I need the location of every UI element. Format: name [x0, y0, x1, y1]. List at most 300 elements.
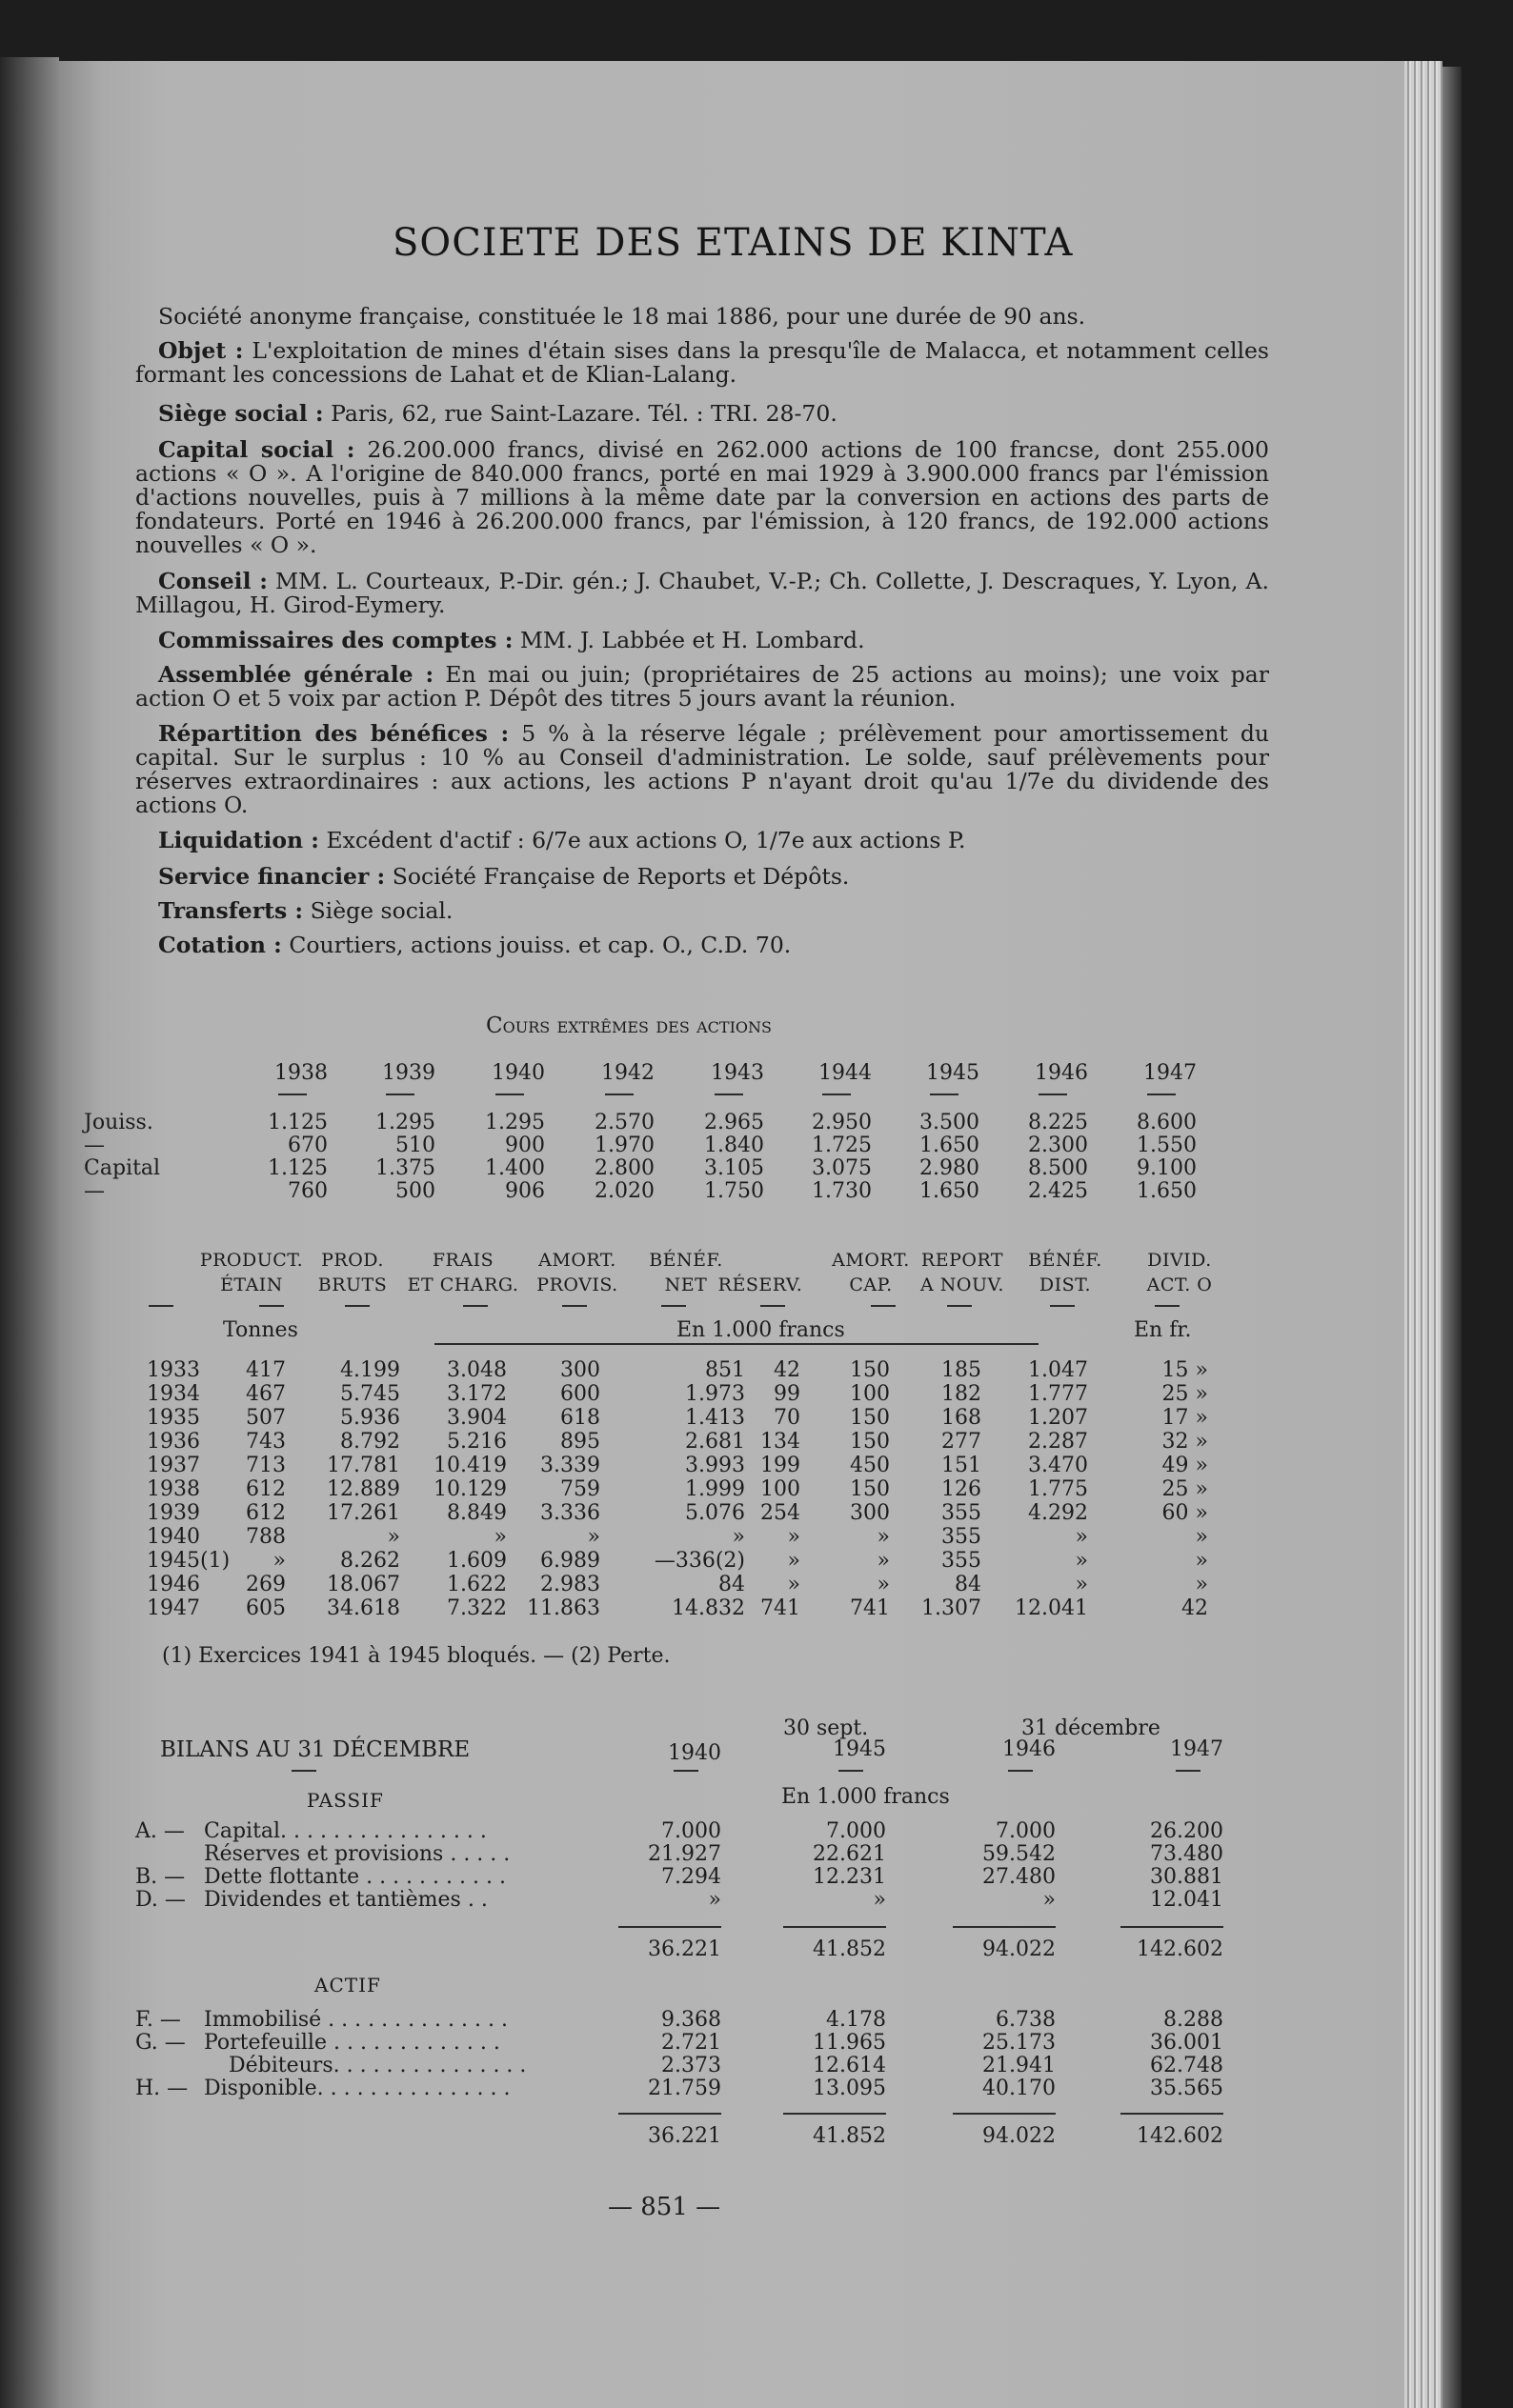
results-cell: 1.973 — [685, 1382, 745, 1406]
actif-cell: 21.759 — [648, 2077, 721, 2100]
results-header-dash — [259, 1305, 284, 1307]
results-cell: » — [1075, 1549, 1088, 1573]
results-cell: 49 » — [1161, 1454, 1208, 1477]
passif-cell: 12.041 — [1150, 1888, 1223, 1912]
results-cell: 42 — [1181, 1596, 1208, 1620]
para-transferts: Transferts : Siège social. — [158, 897, 454, 924]
results-row-year: 1935 — [147, 1406, 200, 1430]
results-cell: 3.339 — [540, 1454, 600, 1477]
results-cell: 5.216 — [447, 1430, 507, 1454]
cours-cell: 1.375 — [375, 1156, 435, 1180]
results-cell: 60 » — [1161, 1501, 1208, 1525]
results-col-header: PRODUCT. — [199, 1250, 304, 1271]
results-cell: 3.172 — [447, 1382, 507, 1406]
cours-cell: 1.840 — [704, 1134, 764, 1157]
cours-cell: 8.600 — [1137, 1111, 1197, 1134]
results-cell: 99 — [774, 1382, 800, 1406]
cours-cell: 1.125 — [268, 1156, 328, 1180]
actif-total: 142.602 — [1137, 2124, 1223, 2148]
results-cell: 126 — [941, 1477, 981, 1501]
results-cell: 185 — [941, 1358, 981, 1382]
actif-sum-rule — [783, 2113, 886, 2115]
results-cell: 12.889 — [327, 1477, 400, 1501]
actif-row-label: Portefeuille . . . . . . . . . . . . . — [204, 2031, 500, 2055]
results-cell: 618 — [560, 1406, 600, 1430]
passif-row-label: Dividendes et tantièmes . . — [204, 1888, 488, 1912]
results-cell: 467 — [246, 1382, 286, 1406]
cours-cell: 1.400 — [485, 1156, 545, 1180]
results-cell: 355 — [941, 1525, 981, 1549]
cours-cell: 1.125 — [268, 1111, 328, 1134]
results-footnote: (1) Exercices 1941 à 1945 bloqués. — (2) Perte. — [162, 1644, 671, 1668]
results-cell: 3.336 — [540, 1501, 600, 1525]
actif-total: 41.852 — [813, 2124, 886, 2148]
actif-cell: 40.170 — [982, 2077, 1056, 2100]
results-cell: » — [877, 1573, 890, 1596]
results-row-year: 1946 — [147, 1573, 200, 1596]
actif-row-letter: G. — — [135, 2031, 186, 2055]
cours-year-dash — [495, 1094, 524, 1095]
actif-cell: 11.965 — [813, 2031, 886, 2055]
actif-total: 94.022 — [982, 2124, 1056, 2148]
results-cell: » — [587, 1525, 600, 1549]
results-cell: 17.781 — [327, 1454, 400, 1477]
actif-cell: 62.748 — [1150, 2054, 1223, 2077]
cours-cell: 2.570 — [595, 1111, 655, 1134]
results-cell: 3.470 — [1028, 1454, 1088, 1477]
actif-label: ACTIF — [314, 1974, 381, 1997]
results-row-year: 1938 — [147, 1477, 200, 1501]
results-col-header: ACT. O — [1146, 1274, 1213, 1295]
passif-row-letter: B. — — [135, 1865, 186, 1889]
cours-year-dash — [605, 1094, 634, 1095]
results-cell: » — [1195, 1525, 1208, 1549]
results-cell: 743 — [246, 1430, 286, 1454]
actif-row-label: Immobilisé . . . . . . . . . . . . . . — [204, 2008, 508, 2032]
results-cell: » — [877, 1525, 890, 1549]
results-col-header: BRUTS — [317, 1274, 388, 1295]
results-cell: 417 — [246, 1358, 286, 1382]
cours-cell: 3.105 — [704, 1156, 764, 1180]
passif-row-label: Réserves et provisions . . . . . — [204, 1842, 511, 1866]
results-header-dash — [760, 1305, 785, 1307]
passif-cell: 7.000 — [996, 1819, 1056, 1843]
results-cell: 4.199 — [340, 1358, 400, 1382]
results-cell: 6.989 — [540, 1549, 600, 1573]
cours-cell: 2.425 — [1028, 1179, 1088, 1203]
cours-cell: 2.300 — [1028, 1134, 1088, 1157]
results-cell: 84 — [955, 1573, 981, 1596]
results-col-header: NET — [664, 1274, 708, 1295]
para-assemblee: Assemblée générale : En mai ou juin; (propriétaires de 25 actions au moins); une voix par action O et 5 voix par action P. Dépôt des titres 5 jours avant la réunion. — [135, 661, 1269, 712]
results-header-dash — [871, 1305, 896, 1307]
results-cell: 1.413 — [685, 1406, 745, 1430]
cours-cell: 760 — [288, 1179, 328, 1203]
results-cell: 612 — [246, 1501, 286, 1525]
para-repartition: Répartition des bénéfices : 5 % à la réserve légale ; prélèvement pour amortissement du capital. Sur le surplus : 10 % au Conseil d'administration. Le solde, sauf prélèvements pour réserves extraordinaires : aux actions, les actions P n'ayant droit qu'au 1/7e du dividende des actions O. — [135, 720, 1269, 818]
passif-sum-rule — [783, 1926, 886, 1928]
results-cell: 134 — [760, 1430, 800, 1454]
results-cell: 2.681 — [685, 1430, 745, 1454]
cours-cell: 900 — [505, 1134, 545, 1157]
results-col-header: BÉNÉF. — [1028, 1250, 1102, 1271]
results-cell: 151 — [941, 1454, 981, 1477]
cours-year-header: 1947 — [1143, 1061, 1197, 1085]
results-cell: 14.832 — [672, 1596, 745, 1620]
para-service: Service financier : Société Française de Reports et Dépôts. — [158, 863, 850, 890]
results-header-dash — [149, 1305, 173, 1307]
passif-cell: » — [708, 1888, 721, 1912]
page-title: SOCIETE DES ETAINS DE KINTA — [393, 221, 1074, 265]
actif-total: 36.221 — [648, 2124, 721, 2148]
cours-year-dash — [930, 1094, 958, 1095]
results-cell: 17.261 — [327, 1501, 400, 1525]
unit-brace-rule — [434, 1343, 1039, 1345]
results-col-header: PROVIS. — [536, 1274, 618, 1295]
cours-cell: 1.295 — [375, 1111, 435, 1134]
bilans-heading-dash — [292, 1770, 316, 1772]
passif-total: 94.022 — [982, 1937, 1056, 1961]
bilans-heading: BILANS AU 31 DÉCEMBRE — [160, 1737, 471, 1762]
passif-cell: 7.000 — [826, 1819, 886, 1843]
results-row-year: 1936 — [147, 1430, 200, 1454]
results-cell: 100 — [850, 1382, 890, 1406]
cours-year-header: 1944 — [818, 1061, 872, 1085]
results-cell: 1.047 — [1028, 1358, 1088, 1382]
passif-row-letter: D. — — [135, 1888, 186, 1912]
bilans-col-dash — [674, 1770, 698, 1772]
cours-year-header: 1938 — [274, 1061, 328, 1085]
results-cell: 3.904 — [447, 1406, 507, 1430]
results-header-dash — [661, 1305, 686, 1307]
actif-row-letter: H. — — [135, 2077, 189, 2100]
results-cell: » — [787, 1549, 800, 1573]
results-cell: 70 — [774, 1406, 800, 1430]
para-conseil: Conseil : MM. L. Courteaux, P.-Dir. gén.; J. Chaubet, V.-P.; Ch. Collette, J. Descraques, Y. Lyon, A. Millagou, H. Girod-Eymery. — [135, 568, 1269, 618]
results-cell: » — [1195, 1549, 1208, 1573]
results-col-header: AMORT. — [832, 1250, 910, 1271]
results-cell: 612 — [246, 1477, 286, 1501]
actif-cell: 21.941 — [982, 2054, 1056, 2077]
actif-row-letter: F. — — [135, 2008, 181, 2032]
results-header-dash — [345, 1305, 370, 1307]
results-cell: 741 — [850, 1596, 890, 1620]
results-header-dash — [947, 1305, 972, 1307]
cours-heading: Cours extrêmes des actions — [486, 1013, 772, 1038]
cours-row-label: — — [84, 1179, 105, 1203]
cours-cell: 510 — [395, 1134, 435, 1157]
cours-cell: 2.020 — [595, 1179, 655, 1203]
results-header-dash — [562, 1305, 587, 1307]
results-col-header: REPORT — [920, 1250, 1004, 1271]
cours-cell: 1.295 — [485, 1111, 545, 1134]
actif-cell: 36.001 — [1150, 2031, 1223, 2055]
cours-cell: 3.075 — [812, 1156, 872, 1180]
cours-cell: 906 — [505, 1179, 545, 1203]
cours-cell: 1.650 — [919, 1179, 979, 1203]
cours-cell: 1.725 — [812, 1134, 872, 1157]
results-cell: 150 — [850, 1358, 890, 1382]
unit-francs: En 1.000 francs — [676, 1318, 845, 1342]
results-cell: » — [1075, 1573, 1088, 1596]
results-cell: 788 — [246, 1525, 286, 1549]
results-col-header: DIVID. — [1147, 1250, 1212, 1271]
results-cell: 7.322 — [447, 1596, 507, 1620]
passif-cell: » — [1042, 1888, 1056, 1912]
actif-cell: 6.738 — [996, 2008, 1056, 2032]
bilans-col-dash — [1008, 1770, 1033, 1772]
results-row-year: 1937 — [147, 1454, 200, 1477]
unit-fr: En fr. — [1134, 1318, 1192, 1342]
cours-cell: 1.650 — [919, 1134, 979, 1157]
results-cell: 150 — [850, 1430, 890, 1454]
cours-year-header: 1939 — [382, 1061, 435, 1085]
book-edge-shadow — [1442, 67, 1462, 2408]
cours-year-header: 1946 — [1035, 1061, 1088, 1085]
actif-cell: 13.095 — [813, 2077, 886, 2100]
results-cell: » — [387, 1525, 400, 1549]
passif-cell: 7.000 — [661, 1819, 721, 1843]
results-cell: 2.983 — [540, 1573, 600, 1596]
actif-sum-rule — [1120, 2113, 1223, 2115]
cours-year-header: 1945 — [926, 1061, 979, 1085]
passif-total: 36.221 — [648, 1937, 721, 1961]
results-header-dash — [463, 1305, 488, 1307]
passif-cell: 26.200 — [1150, 1819, 1223, 1843]
cours-year-dash — [1039, 1094, 1067, 1095]
passif-sum-rule — [618, 1926, 721, 1928]
cours-cell: 1.970 — [595, 1134, 655, 1157]
passif-row-label: Dette flottante . . . . . . . . . . . — [204, 1865, 506, 1889]
results-cell: 34.618 — [327, 1596, 400, 1620]
actif-cell: 35.565 — [1150, 2077, 1223, 2100]
results-cell: 300 — [850, 1501, 890, 1525]
passif-row-label: Capital. . . . . . . . . . . . . . . . — [204, 1819, 487, 1843]
actif-cell: 9.368 — [661, 2008, 721, 2032]
results-cell: 507 — [246, 1406, 286, 1430]
cours-cell: 8.225 — [1028, 1111, 1088, 1134]
results-cell: 150 — [850, 1477, 890, 1501]
results-cell: 5.936 — [340, 1406, 400, 1430]
results-cell: » — [1195, 1573, 1208, 1596]
passif-cell: 21.927 — [648, 1842, 721, 1866]
cours-cell: 8.500 — [1028, 1156, 1088, 1180]
results-cell: 300 — [560, 1358, 600, 1382]
results-cell: 17 » — [1161, 1406, 1208, 1430]
results-cell: » — [732, 1525, 745, 1549]
results-cell: » — [1075, 1525, 1088, 1549]
results-cell: 605 — [246, 1596, 286, 1620]
results-header-dash — [1155, 1305, 1180, 1307]
actif-cell: 8.288 — [1163, 2008, 1223, 2032]
results-cell: 182 — [941, 1382, 981, 1406]
passif-cell: 73.480 — [1150, 1842, 1223, 1866]
cours-cell: 9.100 — [1137, 1156, 1197, 1180]
actif-sum-rule — [953, 2113, 1056, 2115]
results-row-year: 1934 — [147, 1382, 200, 1406]
results-col-header: PROD. — [321, 1250, 384, 1271]
passif-cell: 59.542 — [982, 1842, 1056, 1866]
results-row-year: 1947 — [147, 1596, 200, 1620]
results-header-dash — [1050, 1305, 1075, 1307]
actif-sum-rule — [618, 2113, 721, 2115]
cours-row-label: Jouiss. — [84, 1111, 153, 1134]
results-cell: 355 — [941, 1501, 981, 1525]
results-row-year: 1939 — [147, 1501, 200, 1525]
results-cell: 1.775 — [1028, 1477, 1088, 1501]
results-col-header: A NOUV. — [920, 1274, 1004, 1295]
results-cell: 5.745 — [340, 1382, 400, 1406]
passif-sum-rule — [1120, 1926, 1223, 1928]
para-capital: Capital social : 26.200.000 francs, divisé en 262.000 actions de 100 francse, dont 255.000 actions « O ». A l'origine de 840.000 francs, porté en mai 1929 à 3.900.000 francs par l'émission d'actions nouvelles, puis à 7 millions à la même date par la conversion en actions des parts de fondateurs. Porté en 1946 à 26.200.000 francs, par l'émission, à 120 francs, de 192.000 actions nouvelles « O ». — [135, 436, 1269, 558]
results-cell: 355 — [941, 1549, 981, 1573]
results-cell: 2.287 — [1028, 1430, 1088, 1454]
passif-cell: » — [873, 1888, 886, 1912]
actif-cell: 4.178 — [826, 2008, 886, 2032]
book-spine-shadow — [0, 57, 59, 2408]
passif-cell: 7.294 — [661, 1865, 721, 1889]
results-cell: 168 — [941, 1406, 981, 1430]
cours-row-label: — — [84, 1134, 105, 1157]
results-cell: 1.609 — [447, 1549, 507, 1573]
results-cell: 8.792 — [340, 1430, 400, 1454]
para-objet: Objet : L'exploitation de mines d'étain sises dans la presqu'île de Malacca, et notamment celles formant les concessions de Lahat et de Klian-Lalang. — [135, 337, 1269, 388]
results-cell: 3.048 — [447, 1358, 507, 1382]
actif-cell: 2.373 — [661, 2054, 721, 2077]
para-siege: Siège social : Paris, 62, rue Saint-Lazare. Tél. : TRI. 28-70. — [158, 400, 837, 427]
col-prefix-1946-47: 31 décembre — [1021, 1716, 1160, 1740]
para-societe: Société anonyme française, constituée le 18 mai 1886, pour une durée de 90 ans. — [158, 303, 1086, 330]
bilans-col-header: 1945 — [833, 1737, 886, 1761]
cours-year-header: 1942 — [601, 1061, 655, 1085]
passif-row-letter: A. — — [135, 1819, 185, 1843]
passif-total: 142.602 — [1137, 1937, 1223, 1961]
results-row-year: 1933 — [147, 1358, 200, 1382]
results-cell: —336(2) — [654, 1549, 745, 1573]
cours-cell: 3.500 — [919, 1111, 979, 1134]
results-cell: 269 — [246, 1573, 286, 1596]
cours-year-dash — [278, 1094, 307, 1095]
cours-year-dash — [1147, 1094, 1176, 1095]
results-cell: 42 — [774, 1358, 800, 1382]
actif-row-label: Disponible. . . . . . . . . . . . . . . — [204, 2077, 511, 2100]
results-cell: 84 — [718, 1573, 745, 1596]
unit-tonnes: Tonnes — [223, 1318, 298, 1342]
results-col-header: ÉTAIN — [220, 1274, 283, 1295]
actif-cell: 25.173 — [982, 2031, 1056, 2055]
results-cell: 150 — [850, 1406, 890, 1430]
cours-year-dash — [822, 1094, 851, 1095]
page-number: — 851 — — [608, 2193, 721, 2221]
results-cell: » — [787, 1573, 800, 1596]
para-commissaires: Commissaires des comptes : MM. J. Labbée et H. Lombard. — [158, 627, 865, 653]
bilans-col-dash — [1176, 1770, 1200, 1772]
results-col-header: BÉNÉF. — [649, 1250, 723, 1271]
results-cell: 8.262 — [340, 1549, 400, 1573]
results-cell: 8.849 — [447, 1501, 507, 1525]
page-edges — [1404, 61, 1442, 2408]
results-cell: 15 » — [1161, 1358, 1208, 1382]
results-cell: 11.863 — [527, 1596, 600, 1620]
results-cell: 3.993 — [685, 1454, 745, 1477]
results-row-year: 1940 — [147, 1525, 200, 1549]
results-cell: 895 — [560, 1430, 600, 1454]
results-cell: 1.777 — [1028, 1382, 1088, 1406]
bilans-col-header: 1946 — [1002, 1737, 1056, 1761]
cours-cell: 2.965 — [704, 1111, 764, 1134]
results-col-header: AMORT. — [538, 1250, 616, 1271]
results-cell: 5.076 — [685, 1501, 745, 1525]
results-cell: 12.041 — [1015, 1596, 1088, 1620]
cours-cell: 1.650 — [1137, 1179, 1197, 1203]
bilans-col-dash — [838, 1770, 863, 1772]
results-cell: 254 — [760, 1501, 800, 1525]
cours-year-dash — [715, 1094, 743, 1095]
results-cell: 10.129 — [434, 1477, 507, 1501]
results-cell: 1.307 — [921, 1596, 981, 1620]
passif-sum-rule — [953, 1926, 1056, 1928]
results-cell: 100 — [760, 1477, 800, 1501]
bilans-col-header: 1947 — [1170, 1737, 1223, 1761]
results-cell: 741 — [760, 1596, 800, 1620]
actif-cell: 12.614 — [813, 2054, 886, 2077]
results-cell: 713 — [246, 1454, 286, 1477]
results-cell: 18.067 — [327, 1573, 400, 1596]
results-cell: 32 » — [1161, 1430, 1208, 1454]
cours-year-header: 1943 — [711, 1061, 764, 1085]
cours-cell: 1.730 — [812, 1179, 872, 1203]
results-cell: 277 — [941, 1430, 981, 1454]
results-col-header: RÉSERV. — [717, 1274, 803, 1295]
results-cell: 10.419 — [434, 1454, 507, 1477]
results-cell: 1.622 — [447, 1573, 507, 1596]
passif-label: PASSIF — [307, 1789, 384, 1812]
results-cell: » — [494, 1525, 507, 1549]
results-cell: » — [787, 1525, 800, 1549]
cours-cell: 2.950 — [812, 1111, 872, 1134]
results-cell: 1.999 — [685, 1477, 745, 1501]
results-cell: 759 — [560, 1477, 600, 1501]
actif-row-label: Débiteurs. . . . . . . . . . . . . . . — [229, 2054, 527, 2077]
passif-cell: 30.881 — [1150, 1865, 1223, 1889]
cours-row-label: Capital — [84, 1156, 161, 1180]
col-prefix-1945: 30 sept. — [783, 1716, 869, 1740]
results-cell: » — [272, 1549, 286, 1573]
results-cell: 25 » — [1161, 1477, 1208, 1501]
cours-cell: 2.980 — [919, 1156, 979, 1180]
results-cell: 851 — [705, 1358, 745, 1382]
results-cell: 25 » — [1161, 1382, 1208, 1406]
results-cell: 4.292 — [1028, 1501, 1088, 1525]
cours-cell: 670 — [288, 1134, 328, 1157]
passif-cell: 12.231 — [813, 1865, 886, 1889]
cours-year-header: 1940 — [492, 1061, 545, 1085]
passif-cell: 22.621 — [813, 1842, 886, 1866]
actif-cell: 2.721 — [661, 2031, 721, 2055]
passif-cell: 27.480 — [982, 1865, 1056, 1889]
para-liquidation: Liquidation : Excédent d'actif : 6/7e aux actions O, 1/7e aux actions P. — [158, 827, 966, 853]
book-page — [59, 61, 1404, 2408]
results-col-header: CAP. — [849, 1274, 893, 1295]
results-cell: 450 — [850, 1454, 890, 1477]
results-cell: » — [877, 1549, 890, 1573]
cours-cell: 2.800 — [595, 1156, 655, 1180]
para-cotation: Cotation : Courtiers, actions jouiss. et cap. O., C.D. 70. — [158, 932, 792, 958]
cours-cell: 1.750 — [704, 1179, 764, 1203]
cours-cell: 1.550 — [1137, 1134, 1197, 1157]
bilans-unit: En 1.000 francs — [781, 1785, 950, 1809]
results-col-header: DIST. — [1039, 1274, 1092, 1295]
